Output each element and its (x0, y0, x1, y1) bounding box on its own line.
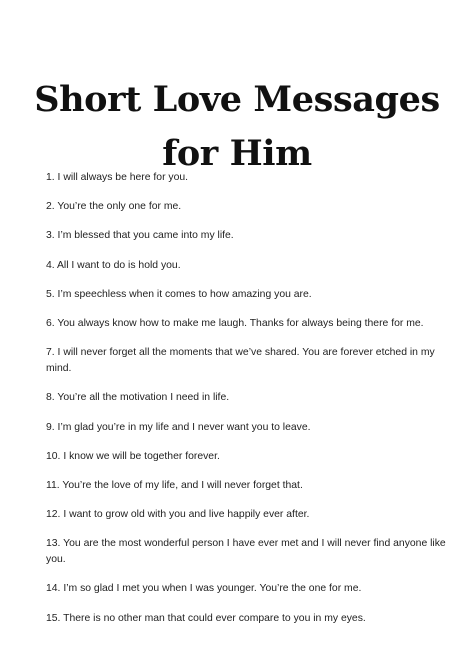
title-line-2: for Him (162, 133, 312, 175)
list-item: 4. All I want to do is hold you. (46, 259, 181, 271)
list-item: 12. I want to grow old with you and live happily ever after. (46, 509, 310, 521)
list-item: 14. I’m so glad I met you when I was younger. You’re the one for me. (46, 583, 362, 595)
list-item: 5. I’m speechless when it comes to how amazing you are. (46, 288, 312, 300)
list-item: 2. You’re the only one for me. (46, 201, 182, 213)
list-item: 3. I’m blessed that you came into my life. (46, 230, 234, 242)
list-item: 7. I will never forget all the moments that we’ve shared. You are forever etched in my mind. (46, 347, 435, 375)
list-item: 13. You are the most wonderful person I have ever met and I will never find anyone like you. (46, 538, 446, 566)
list-item: 10. I know we will be together forever. (46, 450, 220, 462)
list-item: 11. You’re the love of my life, and I will never forget that. (46, 479, 303, 491)
list-item: 1. I will always be here for you. (46, 172, 189, 183)
title-line-1: Short Love Messages (34, 79, 440, 121)
list-item: 9. I’m glad you’re in my life and I never want you to leave. (46, 421, 311, 433)
list-item: 8. You’re all the motivation I need in life. (46, 392, 230, 404)
messages-list (46, 170, 446, 640)
list-item: 6. You always know how to make me laugh. Thanks for always being there for me. (46, 317, 424, 329)
list-item: 15. There is no other man that could ever compare to you in my eyes. (46, 612, 366, 624)
page-title (0, 73, 474, 181)
